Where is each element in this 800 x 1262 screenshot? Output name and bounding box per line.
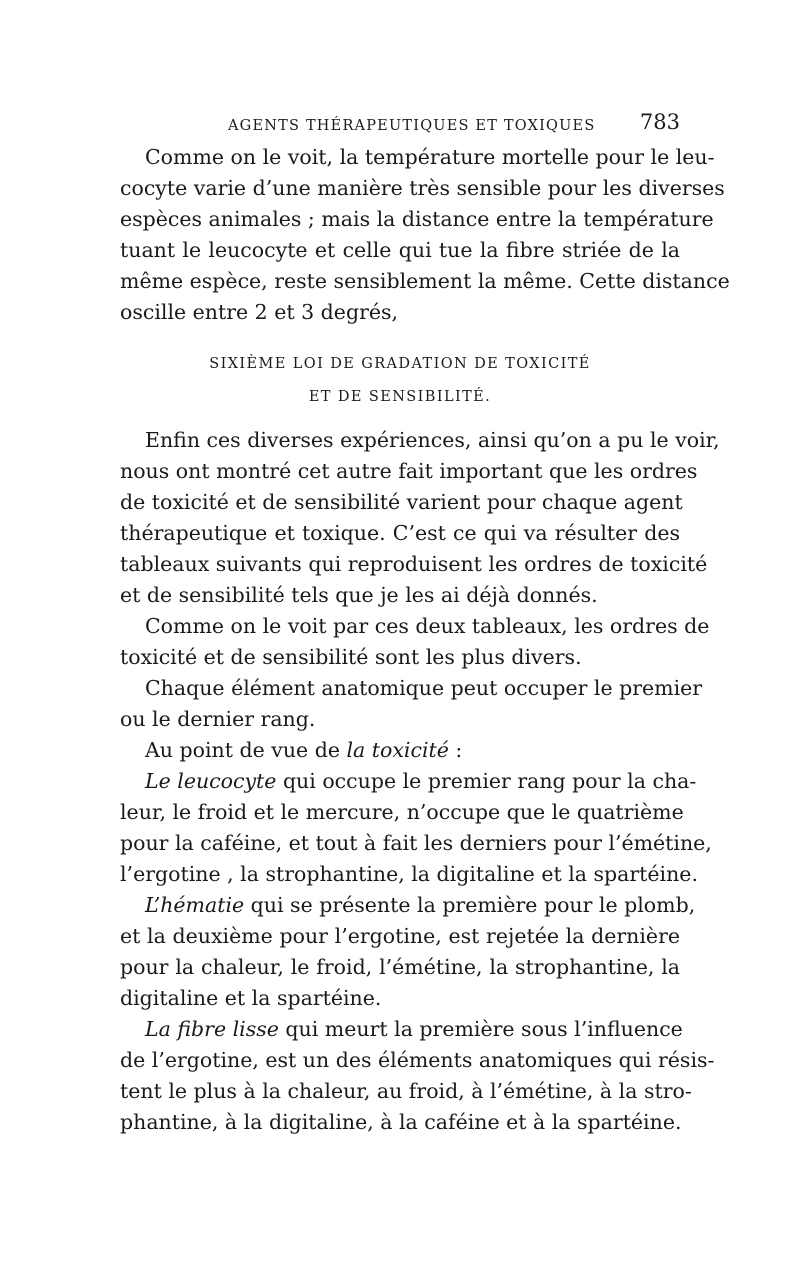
text-line: même espèce, reste sensiblement la même. Cette distance (120, 269, 730, 293)
text-line: thérapeutique et toxique. C’est ce qui va résulter des (120, 521, 680, 545)
italic-term: La fibre lisse (145, 1017, 279, 1041)
text-line (145, 736, 680, 764)
section-heading-continued: ET DE SENSIBILITÉ. (308, 389, 492, 405)
section-heading: SIXIÈME LOI DE GRADATION DE TOXICITÉ (209, 356, 591, 372)
text-line: et la deuxième pour l’ergotine, est rejetée la dernière (120, 924, 680, 948)
text-line: oscille entre 2 et 3 degrés, (120, 300, 399, 324)
text-line (145, 891, 696, 919)
text-line: espèces animales ; mais la distance entre la température (120, 207, 714, 231)
text-line: Comme on le voit par ces deux tableaux, les ordres de (145, 614, 710, 638)
text-line: l’ergotine , la strophantine, la digitaline et la spartéine. (120, 862, 698, 886)
text-line: tableaux suivants qui reproduisent les ordres de toxicité (120, 552, 708, 576)
text-line: de toxicité et de sensibilité varient pour chaque agent (120, 490, 683, 514)
text-line: nous ont montré cet autre fait important que les ordres (120, 459, 698, 483)
text-line: digitaline et la spartéine. (120, 986, 382, 1010)
text-line: toxicité et de sensibilité sont les plus divers. (120, 645, 582, 669)
text-line: tent le plus à la chaleur, au froid, à l’émétine, à la stro- (120, 1079, 692, 1103)
text-line: Comme on le voit, la température mortelle pour le leu- (145, 145, 715, 169)
text-line: et de sensibilité tels que je les ai déjà donnés. (120, 583, 598, 607)
text-line: de l’ergotine, est un des éléments anatomiques qui résis- (120, 1048, 715, 1072)
text-line: leur, le froid et le mercure, n’occupe que le quatrième (120, 800, 684, 824)
text-line: ou le dernier rang. (120, 707, 316, 731)
text-line: cocyte varie d’une manière très sensible pour les diverses (120, 176, 725, 200)
italic-term: la toxicité (346, 738, 449, 762)
text-line: phantine, à la digitaline, à la caféine et à la spartéine. (120, 1110, 682, 1134)
text-line: pour la caféine, et tout à fait les derniers pour l’émétine, (120, 831, 712, 855)
text-line (145, 1015, 683, 1043)
text-run: qui se présente la première pour le plomb, (244, 893, 696, 917)
page-number: 783 (639, 110, 680, 134)
running-title: AGENTS THÉRAPEUTIQUES ET TOXIQUES (228, 118, 596, 134)
text-line: pour la chaleur, le froid, l’émétine, la strophantine, la (120, 955, 680, 979)
text-run: qui occupe le premier rang pour la cha- (276, 769, 697, 793)
text-line: Chaque élément anatomique peut occuper le premier (145, 676, 703, 700)
text-line: Enfin ces diverses expériences, ainsi qu’on a pu le voir, (145, 428, 720, 452)
text-run: qui meurt la première sous l’influence (278, 1017, 683, 1041)
italic-term: Le leucocyte (145, 769, 277, 793)
text-line (145, 767, 697, 795)
text-run: : (448, 738, 463, 762)
text-line: tuant le leucocyte et celle qui tue la fibre striée de la (120, 238, 680, 262)
italic-term: L’hématie (145, 893, 245, 917)
text-run: Au point de vue de (145, 738, 347, 762)
